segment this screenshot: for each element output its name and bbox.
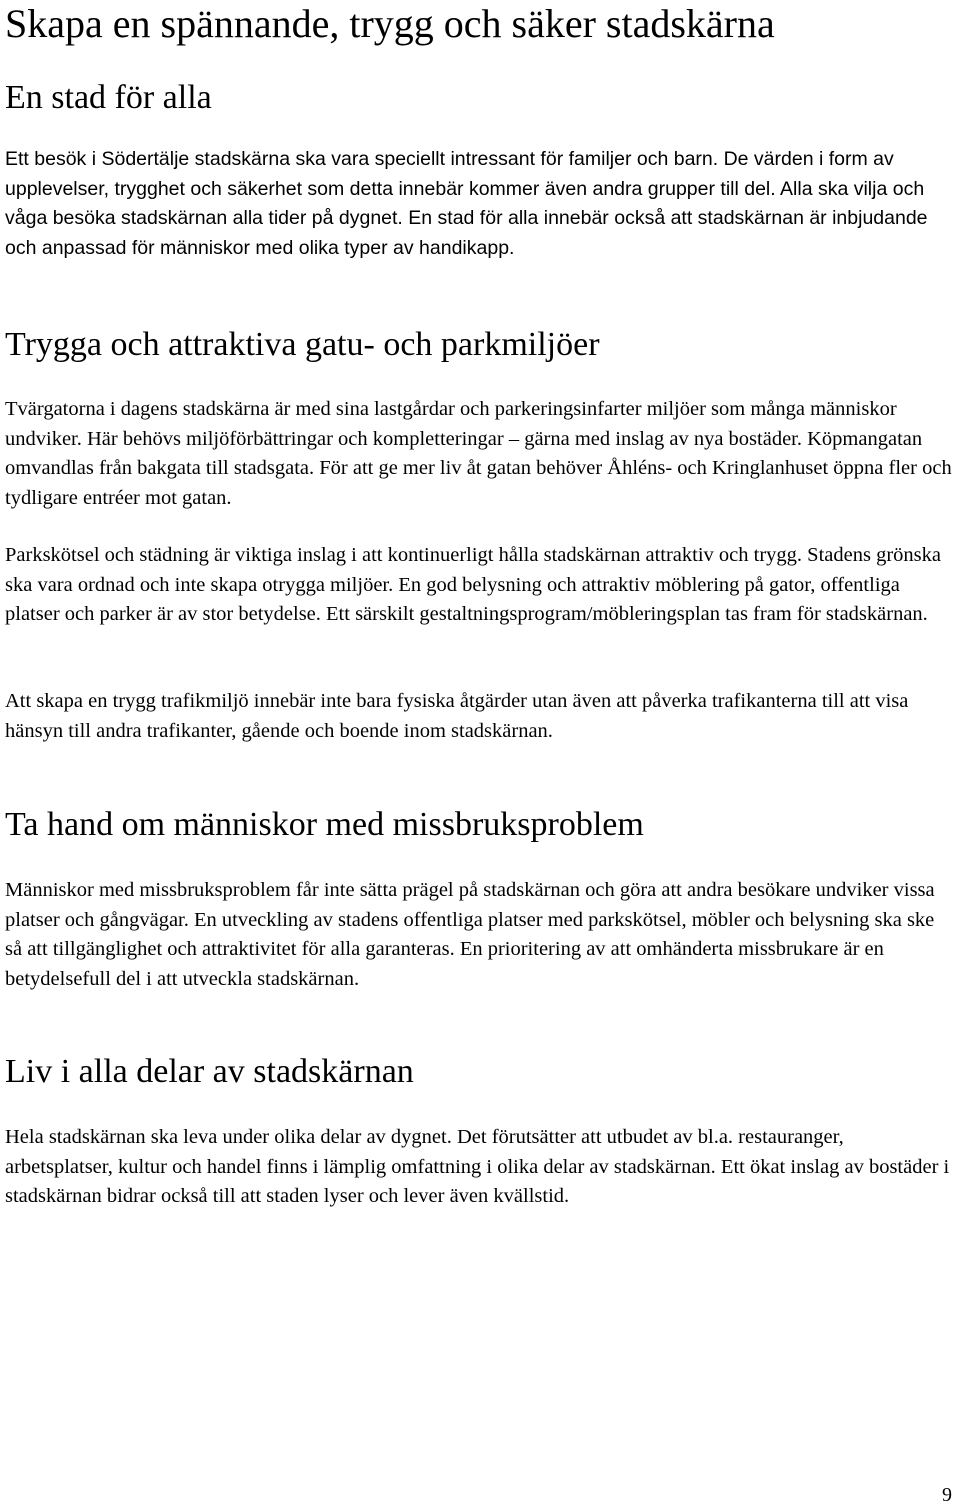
section-heading-trygga-miljoer: Trygga och attraktiva gatu- och parkmiljöer (5, 326, 600, 363)
paragraph-liv-i-alla-delar: Hela stadskärnan ska leva under olika delar av dygnet. Det förutsätter att utbudet av bl.a. restauranger, arbetsplatser, kultur och handel finns i lämplig omfattning i olika delar av stadskärnan. Ett ökat inslag av bostäder i stadskärnan bidrar också till att staden lyser och lever även kvällstid. (5, 1126, 950, 1207)
page-number: 9 (942, 1484, 952, 1506)
paragraph-missbruksproblem: Människor med missbruksproblem får inte sätta prägel på stadskärnan och göra att andra besökare undviker vissa platser och gångvägar. En utveckling av stadens offentliga platser med parkskötsel, möbler och belysning ska ske så att tillgänglighet och attraktivitet för alla garanteras. En prioritering av att omhänderta missbrukare är en betydelsefull del i att utveckla stadskärnan. (5, 879, 935, 990)
section-heading-en-stad-for-alla: En stad för alla (5, 79, 212, 116)
paragraph-tvargatorna: Tvärgatorna i dagens stadskärna är med sina lastgårdar och parkeringsinfarter miljöer som många människor undviker. Här behövs miljöförbättringar och kompletteringar – gärna med inslag av nya bostäder. Köpmangatan omvandlas från bakgata till stadsgata. För att ge mer liv åt gatan behöver Åhléns- och Kringlanhuset öppna fler och tydligare entréer mot gatan. (5, 398, 952, 509)
page-title: Skapa en spännande, trygg och säker stadskärna (5, 1, 775, 46)
paragraph-parkskotsel: Parkskötsel och städning är viktiga inslag i att kontinuerligt hålla stadskärnan attraktiv och trygg. Stadens grönska ska vara ordnad och inte skapa otrygga miljöer. En god belysning och attraktiv möblering på gator, offentliga platser och parker är av stor betydelse. Ett särskilt gestaltningsprogram/möbleringsplan tas fram för stadskärnan. (5, 544, 941, 625)
paragraph-trafikmiljo: Att skapa en trygg trafikmiljö innebär inte bara fysiska åtgärder utan även att påverka trafikanterna till att visa hänsyn till andra trafikanter, gående och boende inom stadskärnan. (5, 690, 909, 742)
paragraph-en-stad-for-alla: Ett besök i Södertälje stadskärna ska vara speciellt intressant för familjer och barn. De värden i form av upplevelser, trygghet och säkerhet som detta innebär kommer även andra grupper till del. Alla ska vilja och våga besöka stadskärnan alla tider på dygnet. En stad för alla innebär också att stadskärnan är inbjudande och anpassad för människor med olika typer av handikapp. (5, 148, 928, 259)
section-heading-missbruksproblem: Ta hand om människor med missbruksproblem (5, 806, 644, 843)
section-heading-liv-i-alla-delar: Liv i alla delar av stadskärnan (5, 1053, 414, 1090)
